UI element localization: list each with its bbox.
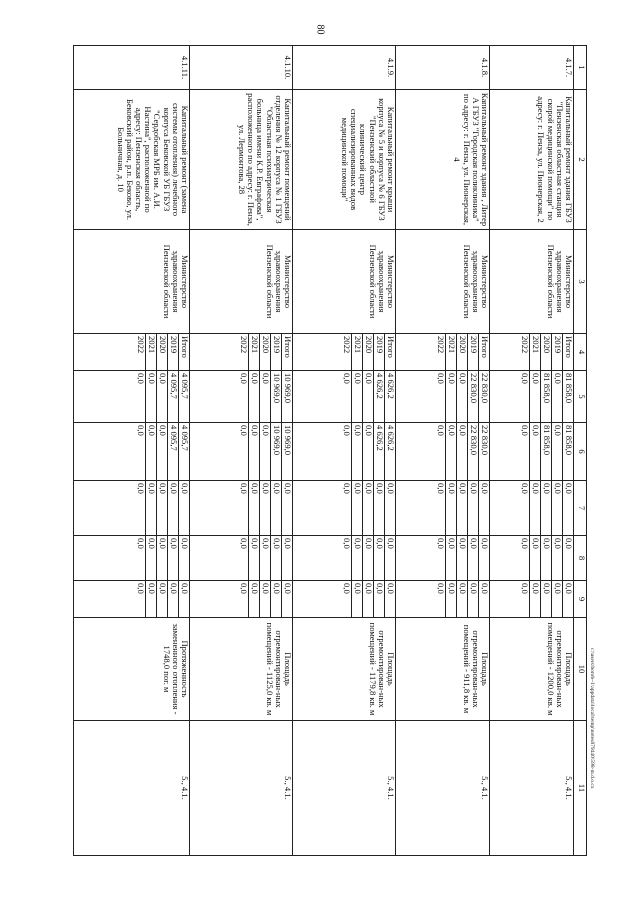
regional-budget-value: 0,0 — [157, 423, 168, 480]
row-number: 4.1.10. — [190, 46, 293, 90]
year-value: 2019 — [168, 334, 179, 370]
year-value: Итого — [563, 334, 574, 370]
col-header: 9 — [574, 581, 587, 618]
extra-budgetary-value: 0,0 — [552, 581, 563, 617]
federal-budget-value: 0,0 — [260, 481, 271, 535]
year-value: Итого — [179, 334, 190, 370]
year-cell — [190, 334, 293, 371]
regional-budget-value: 0,0 — [520, 425, 530, 436]
col-header: 1 — [574, 46, 587, 90]
total-funding-value: 10 969,0 — [271, 371, 282, 422]
extra-budgetary-value: 0,0 — [541, 581, 552, 617]
regional-budget-value: 0,0 — [146, 423, 157, 480]
extra-budgetary-value: 0,0 — [282, 581, 293, 617]
activity-name: Капитальный ремонт помещений отделения № 12 корпуса № 1 ГБУЗ "Областная психиатрическая больница имени К.Р. Евграфова", расположенного по адресу: г. Пенза, ул. Лермонтова, 28 — [190, 90, 293, 230]
activity-name: Капитальный ремонт здания ГБУЗ "Пензенская областная станция скорой медицинской помощи" по адресу: г. Пенза, ул. Пионерская, 2 — [490, 90, 574, 230]
total-funding-cell — [74, 371, 190, 423]
regional-budget-value: 0,0 — [352, 423, 363, 480]
regional-budget-cell — [396, 423, 490, 481]
regional-budget-value: 0,0 — [446, 423, 457, 480]
year-value: Итого — [479, 334, 490, 370]
total-funding-cell — [293, 371, 396, 423]
year-value: 2021 — [249, 334, 260, 370]
regional-budget-value: 22 830,0 — [468, 423, 479, 480]
total-funding-value: 0,0 — [552, 371, 563, 422]
extra-budgetary-value: 0,0 — [260, 581, 271, 617]
local-budget-value: 0,0 — [168, 536, 179, 580]
federal-budget-value: 0,0 — [136, 483, 146, 494]
column-number-row — [574, 46, 587, 856]
federal-budget-value: 0,0 — [436, 483, 446, 494]
year-value: 2022 — [239, 336, 249, 354]
federal-budget-cell — [490, 481, 574, 536]
extra-budgetary-value: 0,0 — [563, 581, 574, 617]
total-funding-value: 0,0 — [249, 371, 260, 422]
extra-budgetary-value: 0,0 — [168, 581, 179, 617]
regional-budget-value: 0,0 — [457, 423, 468, 480]
year-value: 2020 — [363, 334, 374, 370]
federal-budget-value: 0,0 — [530, 481, 541, 535]
total-funding-value: 0,0 — [446, 371, 457, 422]
year-value: 2019 — [271, 334, 282, 370]
local-budget-value: 0,0 — [260, 536, 271, 580]
regional-budget-value: 0,0 — [552, 423, 563, 480]
regional-budget-value: 0,0 — [436, 425, 446, 436]
col-header: 5 — [574, 371, 587, 423]
local-budget-value: 0,0 — [457, 536, 468, 580]
regional-budget-value: 0,0 — [363, 423, 374, 480]
col-header: 4 — [574, 334, 587, 371]
table-row — [74, 46, 190, 856]
federal-budget-cell — [74, 481, 190, 536]
local-budget-value: 0,0 — [563, 536, 574, 580]
result-indicator: Площадь отремонтирован-ных помещений - 911,8 кв. м — [396, 618, 490, 721]
year-cell — [396, 334, 490, 371]
result-indicator: Площадь отремонтирован-ных помещений - 1125,0 кв. м — [190, 618, 293, 721]
year-value: 2019 — [552, 334, 563, 370]
footer-file-path: c:\users\borob~1\appdata\local\temp\notes879440\598-m.d.o.cx — [589, 648, 595, 789]
federal-budget-value: 0,0 — [552, 481, 563, 535]
federal-budget-value: 0,0 — [271, 481, 282, 535]
row-number: 4.1.9. — [293, 46, 396, 90]
federal-budget-value: 0,0 — [479, 481, 490, 535]
result-indicator: Протяженность замененного отопления - 1748,0 пог. м — [74, 618, 190, 721]
extra-budgetary-value: 0,0 — [446, 581, 457, 617]
federal-budget-value: 0,0 — [282, 481, 293, 535]
reference: 5., 4.1. — [190, 721, 293, 856]
reference: 5., 4.1. — [396, 721, 490, 856]
regional-budget-value: 81 858,0 — [541, 423, 552, 480]
federal-budget-value: 0,0 — [363, 481, 374, 535]
result-indicator: Площадь отремонтирован-ных помещений - 1179,8 кв. м — [293, 618, 396, 721]
total-funding-value: 22 830,0 — [468, 371, 479, 422]
year-value: 2020 — [457, 334, 468, 370]
executor: Министерство здравоохранения Пензенской области — [396, 230, 490, 334]
regional-budget-value: 0,0 — [530, 423, 541, 480]
extra-budgetary-value: 0,0 — [385, 581, 396, 617]
federal-budget-value: 0,0 — [239, 483, 249, 494]
executor: Министерство здравоохранения Пензенской области — [74, 230, 190, 334]
regional-budget-value: 81 858,0 — [563, 423, 574, 480]
extra-budgetary-value: 0,0 — [468, 581, 479, 617]
local-budget-value: 0,0 — [146, 536, 157, 580]
year-value: 2019 — [374, 334, 385, 370]
rotated-page-content — [107, 45, 587, 855]
federal-budget-value: 0,0 — [179, 481, 190, 535]
local-budget-value: 0,0 — [446, 536, 457, 580]
federal-budget-value: 0,0 — [168, 481, 179, 535]
year-value: 2022 — [136, 336, 146, 354]
federal-budget-cell — [396, 481, 490, 536]
total-funding-value: 0,0 — [146, 371, 157, 422]
total-funding-cell — [490, 371, 574, 423]
total-funding-value: 4 095,7 — [179, 371, 190, 422]
page-number: 80 — [314, 24, 326, 35]
year-cell — [293, 334, 396, 371]
executor: Министерство здравоохранения Пензенской области — [190, 230, 293, 334]
extra-budgetary-value: 0,0 — [157, 581, 168, 617]
extra-budgetary-value: 0,0 — [520, 583, 530, 594]
activity-name: Капитальный ремонт (замена системы отопления) лечебного корпуса Бековской УБ ГБУЗ "Сердобская МРБ им. А.И. Настина", расположенной по адресу: Пензенская область, Бековский район, р.п. Беково, ул. Больничная, д. 10 — [74, 90, 190, 230]
total-funding-value: 81 858,0 — [563, 371, 574, 422]
total-funding-cell — [396, 371, 490, 423]
regional-budget-value: 22 830,0 — [479, 423, 490, 480]
year-value: 2021 — [146, 334, 157, 370]
local-budget-value: 0,0 — [520, 538, 530, 549]
extra-budgetary-value: 0,0 — [342, 583, 352, 594]
extra-budgetary-cell — [490, 581, 574, 618]
total-funding-value: 22 830,0 — [479, 371, 490, 422]
local-budget-value: 0,0 — [436, 538, 446, 549]
extra-budgetary-value: 0,0 — [374, 581, 385, 617]
local-budget-value: 0,0 — [363, 536, 374, 580]
row-number: 4.1.8. — [396, 46, 490, 90]
federal-budget-cell — [190, 481, 293, 536]
regional-budget-value: 0,0 — [260, 423, 271, 480]
activity-name: Капитальный ремонт крыши корпуса № 5 и корпуса № 6 ГБУЗ "Пензенский областной клинический центр специализированных видов медицинской помощи" — [293, 90, 396, 230]
local-budget-cell — [190, 536, 293, 581]
federal-budget-value: 0,0 — [249, 481, 260, 535]
regional-budget-value: 4 095,7 — [168, 423, 179, 480]
extra-budgetary-value: 0,0 — [363, 581, 374, 617]
year-value: 2022 — [436, 336, 446, 354]
regional-budget-value: 0,0 — [249, 423, 260, 480]
regional-budget-value: 4 626,2 — [385, 423, 396, 480]
col-header: 6 — [574, 423, 587, 481]
local-budget-value: 0,0 — [179, 536, 190, 580]
total-funding-value: 0,0 — [342, 373, 352, 384]
local-budget-value: 0,0 — [136, 538, 146, 549]
col-header: 7 — [574, 481, 587, 536]
row-number: 4.1.11. — [74, 46, 190, 90]
regional-budget-value: 4 095,7 — [179, 423, 190, 480]
local-budget-value: 0,0 — [468, 536, 479, 580]
total-funding-cell — [190, 371, 293, 423]
extra-budgetary-value: 0,0 — [271, 581, 282, 617]
total-funding-value: 10 969,0 — [282, 371, 293, 422]
program-table-body — [74, 46, 574, 856]
local-budget-value: 0,0 — [157, 536, 168, 580]
federal-budget-value: 0,0 — [157, 481, 168, 535]
total-funding-value: 0,0 — [436, 373, 446, 384]
regional-budget-value: 0,0 — [342, 425, 352, 436]
reference: 5., 4.1. — [490, 721, 574, 856]
regional-budget-value: 10 969,0 — [282, 423, 293, 480]
federal-budget-value: 0,0 — [468, 481, 479, 535]
year-value: Итого — [385, 334, 396, 370]
federal-budget-value: 0,0 — [563, 481, 574, 535]
local-budget-value: 0,0 — [352, 536, 363, 580]
local-budget-value: 0,0 — [249, 536, 260, 580]
federal-budget-value: 0,0 — [446, 481, 457, 535]
executor: Министерство здравоохранения Пензенской области — [490, 230, 574, 334]
local-budget-value: 0,0 — [541, 536, 552, 580]
program-table — [73, 45, 587, 856]
regional-budget-cell — [74, 423, 190, 481]
regional-budget-cell — [190, 423, 293, 481]
extra-budgetary-value: 0,0 — [239, 583, 249, 594]
local-budget-cell — [293, 536, 396, 581]
extra-budgetary-value: 0,0 — [352, 581, 363, 617]
federal-budget-cell — [293, 481, 396, 536]
total-funding-value: 81 858,0 — [541, 371, 552, 422]
table-row — [293, 46, 396, 856]
regional-budget-value: 0,0 — [136, 425, 146, 436]
extra-budgetary-value: 0,0 — [146, 581, 157, 617]
total-funding-value: 0,0 — [530, 371, 541, 422]
extra-budgetary-value: 0,0 — [249, 581, 260, 617]
extra-budgetary-value: 0,0 — [179, 581, 190, 617]
regional-budget-value: 10 969,0 — [271, 423, 282, 480]
extra-budgetary-cell — [74, 581, 190, 618]
year-cell — [74, 334, 190, 371]
year-value: 2020 — [541, 334, 552, 370]
total-funding-value: 4 626,2 — [385, 371, 396, 422]
local-budget-value: 0,0 — [530, 536, 541, 580]
federal-budget-value: 0,0 — [520, 483, 530, 494]
year-value: 2020 — [260, 334, 271, 370]
extra-budgetary-cell — [190, 581, 293, 618]
table-row — [396, 46, 490, 856]
year-value: 2019 — [468, 334, 479, 370]
federal-budget-value: 0,0 — [374, 481, 385, 535]
year-value: 2021 — [530, 334, 541, 370]
extra-budgetary-value: 0,0 — [479, 581, 490, 617]
row-number: 4.1.7. — [490, 46, 574, 90]
col-header: 2 — [574, 90, 587, 230]
total-funding-value: 0,0 — [363, 371, 374, 422]
table-row — [190, 46, 293, 856]
federal-budget-value: 0,0 — [457, 481, 468, 535]
federal-budget-value: 0,0 — [385, 481, 396, 535]
col-header: 8 — [574, 536, 587, 581]
local-budget-cell — [74, 536, 190, 581]
total-funding-value: 0,0 — [260, 371, 271, 422]
total-funding-value: 4 095,7 — [168, 371, 179, 422]
year-value: 2022 — [520, 336, 530, 354]
local-budget-value: 0,0 — [479, 536, 490, 580]
total-funding-value: 4 626,2 — [374, 371, 385, 422]
federal-budget-value: 0,0 — [352, 481, 363, 535]
col-header: 10 — [574, 618, 587, 721]
local-budget-value: 0,0 — [374, 536, 385, 580]
extra-budgetary-value: 0,0 — [457, 581, 468, 617]
year-value: 2021 — [352, 334, 363, 370]
regional-budget-cell — [490, 423, 574, 481]
year-cell — [490, 334, 574, 371]
year-value: 2021 — [446, 334, 457, 370]
total-funding-value: 0,0 — [157, 371, 168, 422]
year-value: Итого — [282, 334, 293, 370]
result-indicator: Площадь отремонтирован-ных помещений - 1200,0 кв. м — [490, 618, 574, 721]
extra-budgetary-cell — [396, 581, 490, 618]
extra-budgetary-cell — [293, 581, 396, 618]
local-budget-cell — [396, 536, 490, 581]
total-funding-value: 0,0 — [457, 371, 468, 422]
table-row — [490, 46, 574, 856]
total-funding-value: 0,0 — [520, 373, 530, 384]
regional-budget-value: 0,0 — [239, 425, 249, 436]
local-budget-value: 0,0 — [385, 536, 396, 580]
col-header: 3 — [574, 230, 587, 334]
federal-budget-value: 0,0 — [146, 481, 157, 535]
local-budget-value: 0,0 — [342, 538, 352, 549]
local-budget-value: 0,0 — [239, 538, 249, 549]
reference: 5., 4.1. — [74, 721, 190, 856]
federal-budget-value: 0,0 — [342, 483, 352, 494]
local-budget-value: 0,0 — [552, 536, 563, 580]
regional-budget-cell — [293, 423, 396, 481]
year-value: 2020 — [157, 334, 168, 370]
extra-budgetary-value: 0,0 — [530, 581, 541, 617]
activity-name: Капитальный ремонт здания , Литер А ГБУЗ "Городская поликлиника" по адресу: г. Пенза, ул. Пионерская, 4 — [396, 90, 490, 230]
extra-budgetary-value: 0,0 — [136, 583, 146, 594]
total-funding-value: 0,0 — [352, 371, 363, 422]
total-funding-value: 0,0 — [239, 373, 249, 384]
regional-budget-value: 4 626,2 — [374, 423, 385, 480]
federal-budget-value: 0,0 — [541, 481, 552, 535]
local-budget-value: 0,0 — [271, 536, 282, 580]
reference: 5., 4.1. — [293, 721, 396, 856]
extra-budgetary-value: 0,0 — [436, 583, 446, 594]
year-value: 2022 — [342, 336, 352, 354]
local-budget-value: 0,0 — [282, 536, 293, 580]
col-header: 11 — [574, 721, 587, 856]
local-budget-cell — [490, 536, 574, 581]
total-funding-value: 0,0 — [136, 373, 146, 384]
executor: Министерство здравоохранения Пензенской области — [293, 230, 396, 334]
